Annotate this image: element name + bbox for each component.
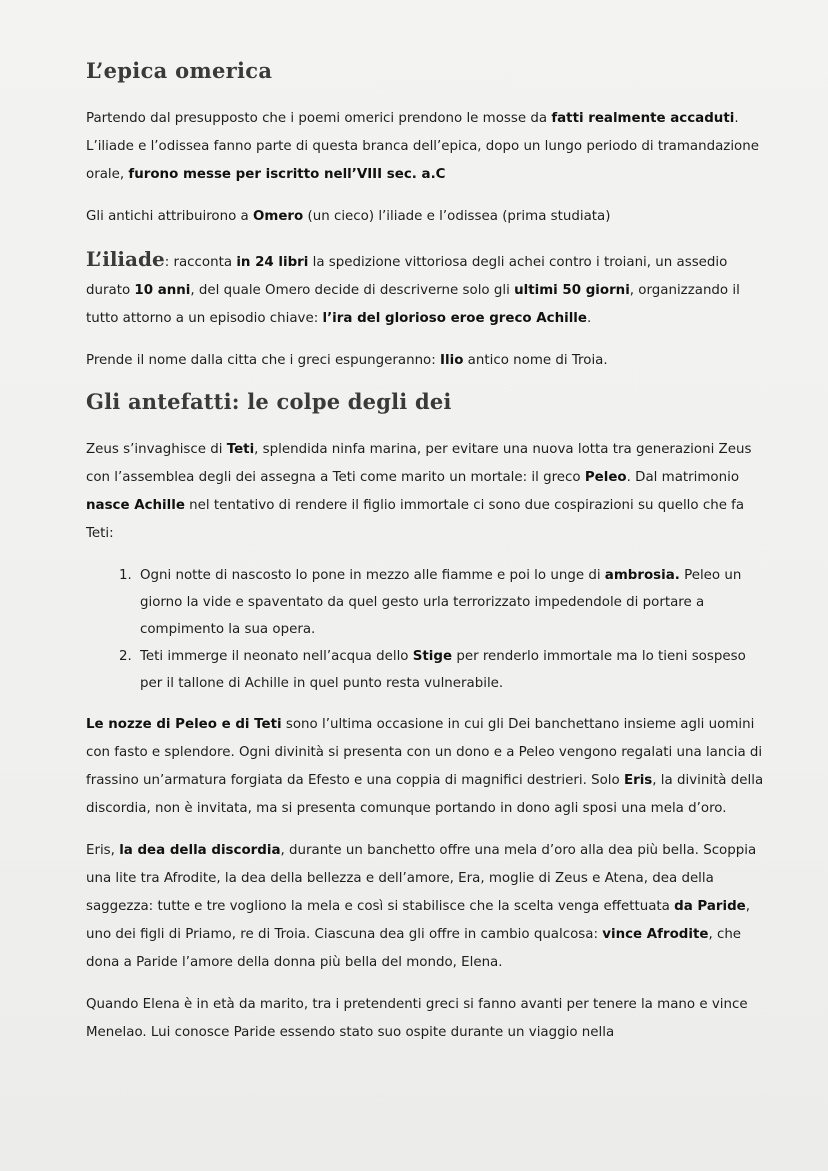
section-title-antefatti: Gli antefatti: le colpe degli dei — [86, 389, 452, 414]
paragraph-omero: Gli antichi attribuirono a Omero (un cieco) l’iliade e l’odissea (prima studiata) — [86, 209, 611, 224]
paragraph-nozze: Le nozze di Peleo e di Teti sono l’ultima occasione in cui gli Dei banchettano insieme agli uomini con fasto e splendore. Ogni divinità si presenta con un dono e a Peleo vengono regalati una lancia di frassino un’armatura forgiata da Efesto e una coppia di magnifici destrieri. Solo Eris, la divinità della discordia, non è invitata, ma si presenta comunque portando in dono agli sposi una mela d’oro. — [86, 717, 764, 816]
document-body — [86, 58, 766, 1061]
list-item: 2. Teti immerge il neonato nell’acqua dello Stige per renderlo immortale ma lo tieni sospeso per il tallone di Achille in quel punto resta vulnerabile. — [136, 643, 766, 697]
paragraph-zeus-teti: Zeus s’invaghisce di Teti, splendida ninfa marina, per evitare una nuova lotta tra generazioni Zeus con l’assemblea degli dei assegna a Teti come marito un mortale: il greco Peleo. Dal matrimonio nasce Achille nel tentativo di rendere il figlio immortale ci sono due cospirazioni su quello che fa Teti: — [86, 442, 752, 541]
paragraph-iliade: L’iliade: racconta in 24 libri la spedizione vittoriosa degli achei contro i troiani, un assedio durato 10 anni, del quale Omero decide di descriverne solo gli ultimi 50 giorni, organizzando il tutto attorno a un episodio chiave: l’ira del glorioso eroe greco Achille. — [86, 247, 740, 326]
list-item: 1. Ogni notte di nascosto lo pone in mezzo alle fiamme e poi lo unge di ambrosia. Peleo un giorno la vide e spaventato da quel gesto urla terrorizzato impedendole di portare a compimento la sua opera. — [136, 562, 766, 643]
numbered-list — [86, 562, 766, 697]
paragraph-presupposto: Partendo dal presupposto che i poemi omerici prendono le mosse da fatti realmente accaduti. L’iliade e l’odissea fanno parte di questa branca dell’epica, dopo un lungo periodo di tramandazione orale, furono messe per iscritto nell’VIII sec. a.C — [86, 111, 759, 182]
paragraph-ilio: Prende il nome dalla citta che i greci espungeranno: Ilio antico nome di Troia. — [86, 353, 608, 368]
section-title-epica: L’epica omerica — [86, 58, 273, 83]
paragraph-elena: Quando Elena è in età da marito, tra i pretendenti greci si fanno avanti per tenere la mano e vince Menelao. Lui conosce Paride essendo stato suo ospite durante un viaggio nella — [86, 997, 748, 1040]
paragraph-eris: Eris, la dea della discordia, durante un banchetto offre una mela d’oro alla dea più bella. Scoppia una lite tra Afrodite, la dea della bellezza e dell’amore, Era, moglie di Zeus e Atena, dea della saggezza: tutte e tre vogliono la mela e così si stabilisce che la scelta venga effettuata da Paride, uno dei figli di Priamo, re di Troia. Ciascuna dea gli offre in cambio qualcosa: vince Afrodite, che dona a Paride l’amore della donna più bella del mondo, Elena. — [86, 843, 757, 970]
iliade-heading: L’iliade — [86, 247, 165, 271]
